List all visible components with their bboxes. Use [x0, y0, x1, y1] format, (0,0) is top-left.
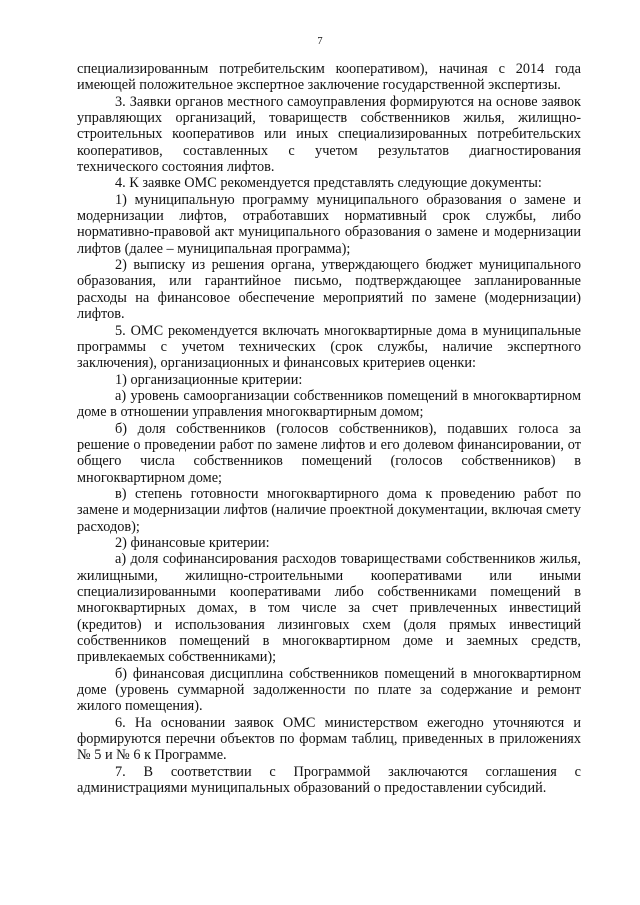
paragraph-item-6: 6. На основании заявок ОМС министерством ежегодно уточняются и формируются перечни объектов по формам таблиц, приведенных в приложениях № 5 и № 6 к Программе. — [77, 714, 581, 764]
paragraph-item-4-2: 2) выписку из решения органа, утверждающего бюджет муниципального образования, или гарантийное письмо, подтверждающее запланированные расходы на финансовое обеспечение мероприятий по замене (модернизации) лифтов. — [77, 257, 581, 323]
paragraph-item-5-1-v: в) степень готовности многоквартирного дома к проведению работ по замене и модернизации лифтов (наличие проектной документации, включая смету расходов); — [77, 485, 581, 535]
paragraph-item-7: 7. В соответствии с Программой заключаются соглашения с администрациями муниципальных образований о предоставлении субсидий. — [77, 763, 581, 797]
paragraph-item-5-2-b: б) финансовая дисциплина собственников помещений в многоквартирном доме (уровень суммарной задолженности по плате за содержание и ремонт жилого помещения). — [77, 665, 581, 715]
paragraph-item-3: 3. Заявки органов местного самоуправления формируются на основе заявок управляющих организаций, товариществ собственников жилья, жилищно-строительных кооперативов или иных специализированных потребительских кооперативов, составленных с учетом результатов диагностирования технического состояния лифтов. — [77, 93, 581, 176]
paragraph-item-5-1-a: а) уровень самоорганизации собственников помещений в многоквартирном доме в отношении управления многоквартирным домом; — [77, 387, 581, 421]
paragraph-item-4: 4. К заявке ОМС рекомендуется представлять следующие документы: — [115, 175, 542, 192]
paragraph-item-5-1-b: б) доля собственников (голосов собственников), подавших голоса за решение о проведении работ по замене лифтов и его долевом финансировании, от общего числа собственников помещений (голосов собственников) в многоквартирном доме; — [77, 420, 581, 486]
paragraph-item-5-2: 2) финансовые критерии: — [115, 534, 270, 551]
paragraph-item-5-1: 1) организационные критерии: — [115, 371, 303, 388]
document-body — [77, 61, 581, 796]
paragraph-continuation: специализированным потребительским кооперативом), начиная с 2014 года имеющей положительное экспертное заключение государственной экспертизы. — [77, 61, 581, 94]
page-number: 7 — [317, 36, 323, 47]
paragraph-item-4-1: 1) муниципальную программу муниципального образования о замене и модернизации лифтов, отработавших нормативный срок службы, либо нормативно-правовой акт муниципального образования о замене и модернизации лифтов (далее – муниципальная программа); — [77, 191, 581, 257]
paragraph-item-5: 5. ОМС рекомендуется включать многоквартирные дома в муниципальные программы с учетом технических (срок службы, наличие экспертного заключения), организационных и финансовых критериев оценки: — [77, 322, 581, 372]
paragraph-item-5-2-a: а) доля софинансирования расходов товариществами собственников жилья, жилищными, жилищно-строительными кооперативами или иными специализированными кооперативами либо собственниками помещений в многоквартирных домах, в том числе за счет привлеченных инвестиций (кредитов) и использования лизинговых схем (доля прямых инвестиций собственников помещений в многоквартирном доме и заемных средств, привлекаемых собственниками); — [77, 551, 581, 666]
